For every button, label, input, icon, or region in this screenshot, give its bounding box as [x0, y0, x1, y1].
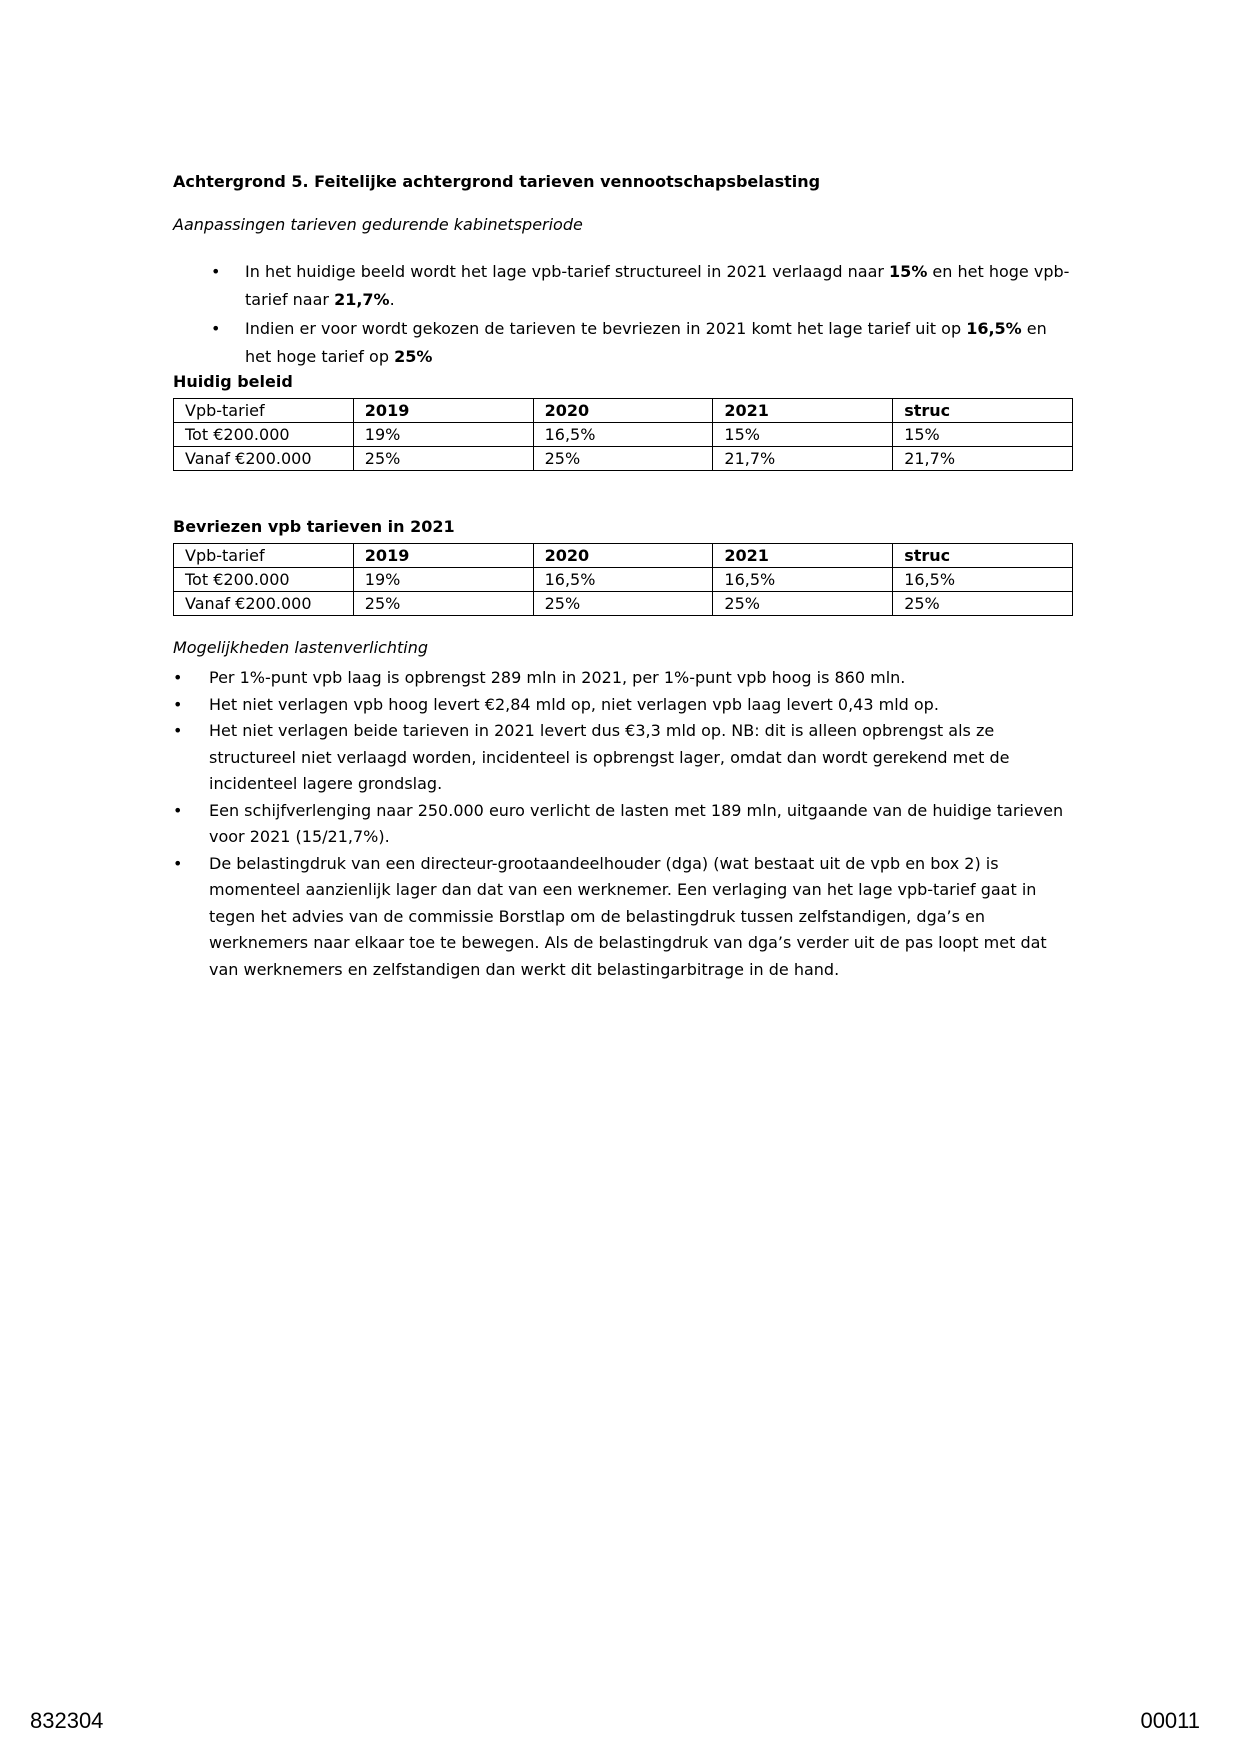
table-cell: 2020 [533, 544, 713, 568]
table-cell: 25% [353, 447, 533, 471]
relief-bullet-list [173, 665, 1073, 983]
footer-document-number: 832304 [30, 1708, 104, 1733]
table-row [174, 568, 1073, 592]
table2-title: Bevriezen vpb tarieven in 2021 [173, 517, 455, 536]
table-row [174, 423, 1073, 447]
section-subtitle-adjustments: Aanpassingen tarieven gedurende kabinetsperiode [173, 215, 583, 234]
table-cell: 2021 [713, 544, 893, 568]
table-freeze-rates [173, 543, 1073, 616]
bullet-icon: • [173, 800, 183, 820]
list-item: • Het niet verlagen beide tarieven in 2021 levert dus €3,3 mld op. NB: dit is alleen opbrengst als ze structureel niet verlaagd worden, incidenteel is opbrengst lager, omdat dan wordt gerekend met de incidenteel lagere grondslag. [173, 718, 1073, 798]
table-cell: 25% [353, 592, 533, 616]
bullet-icon: • [211, 262, 221, 281]
table-cell: struc [893, 399, 1073, 423]
bullet-icon: • [173, 668, 183, 687]
table-cell: Vanaf €200.000 [174, 592, 354, 616]
table-cell: 19% [353, 423, 533, 447]
list-item: • Per 1%-punt vpb laag is opbrengst 289 mln in 2021, per 1%-punt vpb hoog is 860 mln. [173, 665, 1073, 692]
table-cell: 21,7% [893, 447, 1073, 471]
list-item: • In het huidige beeld wordt het lage vpb-tarief structureel in 2021 verlaagd naar 15% en het hoge vpb-tarief naar 21,7%. [173, 258, 1073, 314]
list-item: • Indien er voor wordt gekozen de tarieven te bevriezen in 2021 komt het lage tarief uit op 16,5% en het hoge tarief op 25% [173, 315, 1073, 371]
table-header-row [174, 544, 1073, 568]
table-cell: 16,5% [533, 568, 713, 592]
table-cell: 25% [893, 592, 1073, 616]
table-cell: 16,5% [533, 423, 713, 447]
table-cell: Tot €200.000 [174, 423, 354, 447]
table-cell: 19% [353, 568, 533, 592]
table-cell: 15% [893, 423, 1073, 447]
table-cell: 25% [533, 592, 713, 616]
table-cell: Vpb-tarief [174, 399, 354, 423]
table-current-policy [173, 398, 1073, 471]
table-row [174, 447, 1073, 471]
list-item: • De belastingdruk van een directeur-grootaandeelhouder (dga) (wat bestaat uit de vpb en box 2) is momenteel aanzienlijk lager dan dat van een werknemer. Een verlaging van het lage vpb-tarief gaat in tegen het advies van de commissie Borstlap om de belastingdruk tussen zelfstandigen, dga’s en werknemers naar elkaar toe te bewegen. Als de belastingdruk van dga’s verder uit de pas loopt met dat van werknemers en zelfstandigen dan werkt dit belastingarbitrage in de hand. [173, 851, 1073, 984]
bullet-icon: • [173, 853, 183, 873]
table-cell: 25% [533, 447, 713, 471]
list-item: • Het niet verlagen vpb hoog levert €2,84 mld op, niet verlagen vpb laag levert 0,43 mld op. [173, 692, 1073, 719]
table-cell: Tot €200.000 [174, 568, 354, 592]
table-cell: 21,7% [713, 447, 893, 471]
table-cell: 25% [713, 592, 893, 616]
table-cell: 2021 [713, 399, 893, 423]
table-cell: 2020 [533, 399, 713, 423]
table-cell: 15% [713, 423, 893, 447]
section-subtitle-relief: Mogelijkheden lastenverlichting [173, 638, 428, 657]
adjustments-bullet-list [173, 258, 1073, 372]
list-item: • Een schijfverlenging naar 250.000 euro verlicht de lasten met 189 mln, uitgaande van de huidige tarieven voor 2021 (15/21,7%). [173, 798, 1073, 851]
table-cell: Vanaf €200.000 [174, 447, 354, 471]
table-row [174, 592, 1073, 616]
footer-page-number: 00011 [1140, 1708, 1200, 1733]
table-cell: 2019 [353, 544, 533, 568]
bullet-icon: • [173, 694, 183, 714]
table-cell: 2019 [353, 399, 533, 423]
table-cell: 16,5% [713, 568, 893, 592]
table-header-row [174, 399, 1073, 423]
table-cell: struc [893, 544, 1073, 568]
table-cell: 16,5% [893, 568, 1073, 592]
bullet-icon: • [211, 319, 221, 338]
bullet-icon: • [173, 721, 183, 740]
table1-title: Huidig beleid [173, 372, 293, 391]
table-cell: Vpb-tarief [174, 544, 354, 568]
document-title: Achtergrond 5. Feitelijke achtergrond tarieven vennootschapsbelasting [173, 172, 821, 191]
